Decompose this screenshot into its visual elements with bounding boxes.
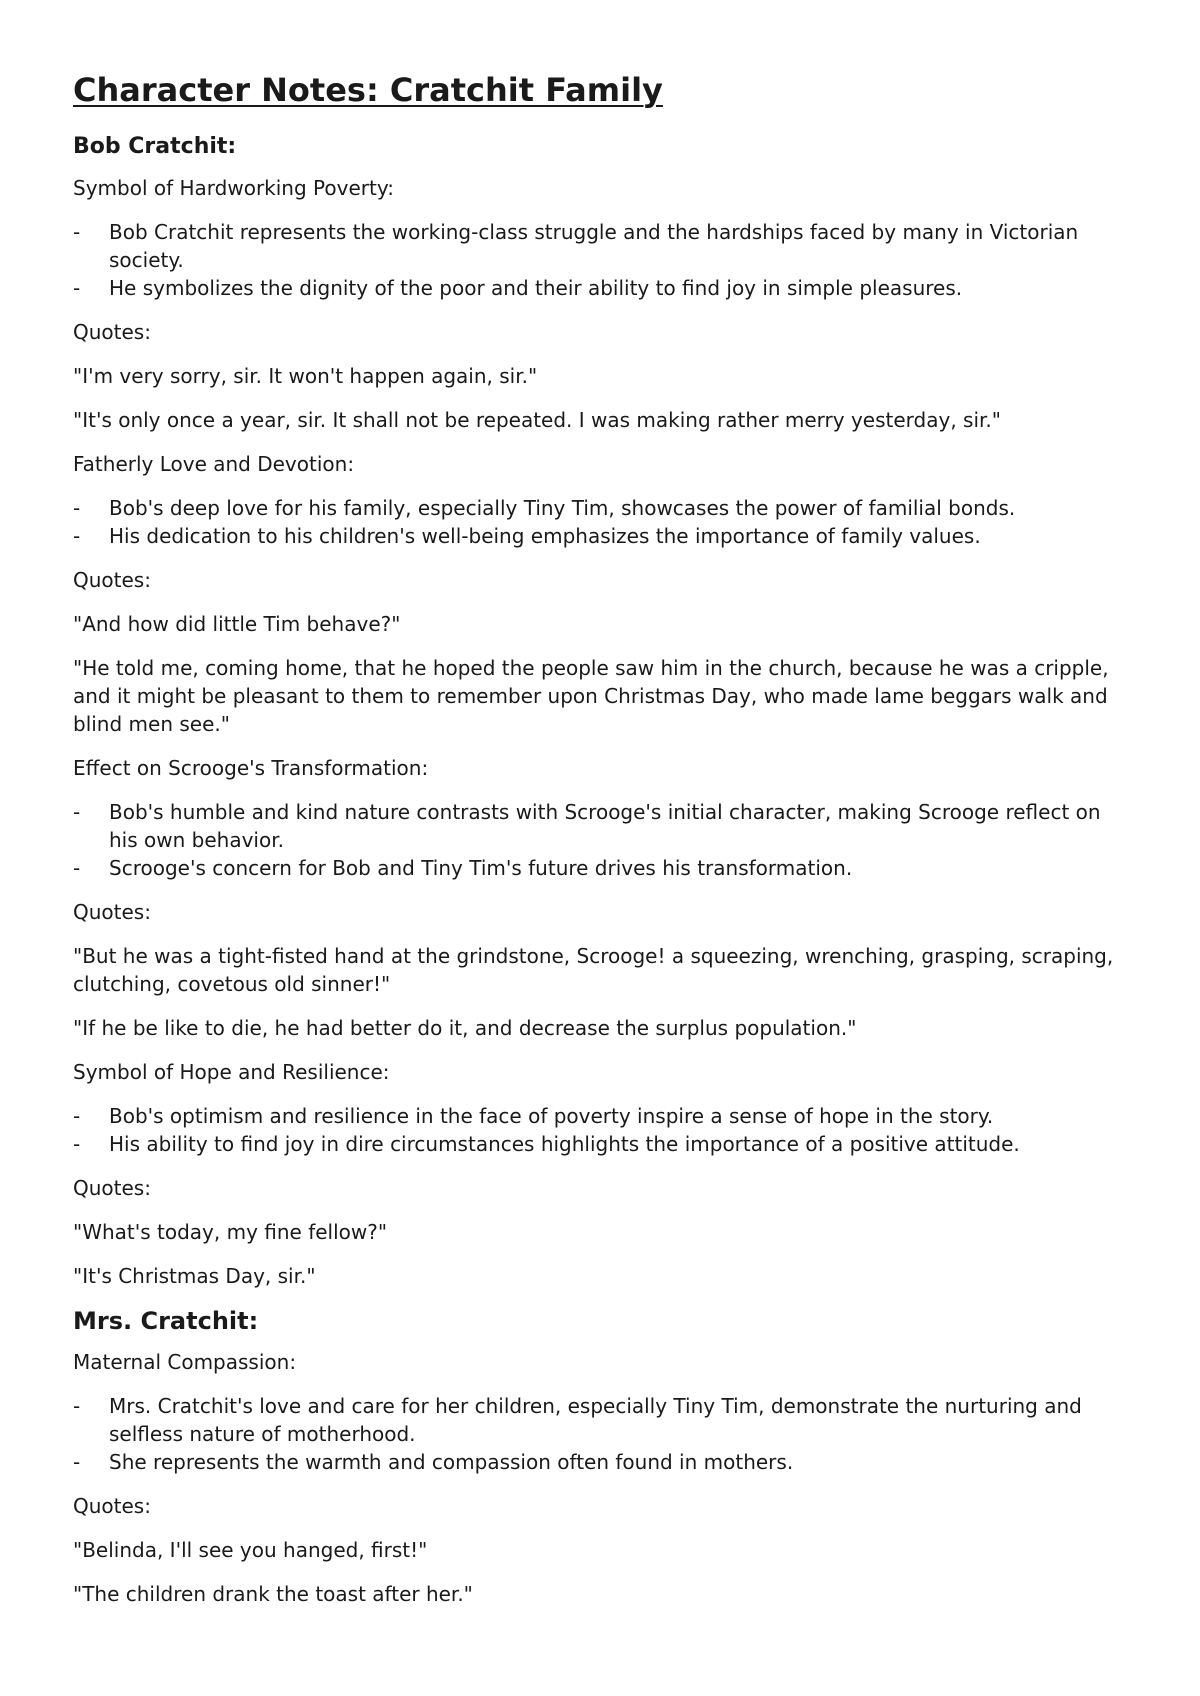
list-item (73, 1448, 1132, 1476)
quote: "It's only once a year, sir. It shall not be repeated. I was making rather merry yesterday, sir." (73, 408, 1001, 432)
bullet-text: Bob's optimism and resilience in the face of poverty inspire a sense of hope in the story. (109, 1104, 994, 1128)
bullet-dash: - (73, 1132, 81, 1156)
quotes-label: Quotes: (73, 320, 151, 344)
quotes-label: Quotes: (73, 1176, 151, 1200)
bullet-text: His ability to find joy in dire circumstances highlights the importance of a positive attitude. (109, 1132, 1020, 1156)
bullet-list (73, 798, 1132, 882)
bullet-text: His dedication to his children's well-being emphasizes the importance of family values. (109, 524, 981, 548)
quote: "But he was a tight-fisted hand at the grindstone, Scrooge! a squeezing, wrenching, grasping, scraping, clutching, covetous old sinner!" (73, 944, 1114, 996)
quote: "The children drank the toast after her." (73, 1582, 473, 1606)
section-bob-cratchit (73, 132, 1132, 1290)
list-item (73, 522, 1132, 550)
bullet-text: Scrooge's concern for Bob and Tiny Tim's future drives his transformation. (109, 856, 853, 880)
quote: "He told me, coming home, that he hoped the people saw him in the church, because he was a cripple, and it might be pleasant to them to remember upon Christmas Day, who made lame beggars walk and blind men see." (73, 656, 1109, 736)
section-mrs-cratchit (73, 1306, 1132, 1608)
bullet-text: She represents the warmth and compassion often found in mothers. (109, 1450, 794, 1474)
list-item (73, 1130, 1132, 1158)
theme-title: Symbol of Hope and Resilience: (73, 1060, 390, 1084)
list-item (73, 274, 1132, 302)
list-item (73, 218, 1132, 274)
bullet-dash: - (73, 1394, 81, 1418)
quote: "I'm very sorry, sir. It won't happen again, sir." (73, 364, 538, 388)
quotes-label: Quotes: (73, 1494, 151, 1518)
bullet-text: Mrs. Cratchit's love and care for her children, especially Tiny Tim, demonstrate the nurturing and selfless nature of motherhood. (109, 1394, 1082, 1446)
list-item (73, 494, 1132, 522)
character-heading: Bob Cratchit: (73, 134, 237, 159)
theme-list (73, 174, 1132, 1290)
bullet-list (73, 494, 1132, 550)
bullet-list (73, 1392, 1132, 1476)
list-item (73, 854, 1132, 882)
bullet-dash: - (73, 800, 81, 824)
quote: "What's today, my fine fellow?" (73, 1220, 388, 1244)
quote: "And how did little Tim behave?" (73, 612, 401, 636)
character-heading: Mrs. Cratchit: (73, 1307, 259, 1335)
bullet-dash: - (73, 276, 81, 300)
bullet-text: Bob's humble and kind nature contrasts with Scrooge's initial character, making Scrooge reflect on his own behavior. (109, 800, 1101, 852)
theme-title: Symbol of Hardworking Poverty: (73, 176, 394, 200)
theme-title: Effect on Scrooge's Transformation: (73, 756, 429, 780)
bullet-text: He symbolizes the dignity of the poor and their ability to find joy in simple pleasures. (109, 276, 963, 300)
bullet-list (73, 218, 1132, 302)
bullet-dash: - (73, 1104, 81, 1128)
bullet-text: Bob's deep love for his family, especially Tiny Tim, showcases the power of familial bonds. (109, 496, 1016, 520)
bullet-dash: - (73, 220, 81, 244)
quotes-label: Quotes: (73, 900, 151, 924)
list-item (73, 1392, 1132, 1448)
quote: "Belinda, I'll see you hanged, first!" (73, 1538, 428, 1562)
quote: "It's Christmas Day, sir." (73, 1264, 316, 1288)
list-item (73, 1102, 1132, 1130)
bullet-dash: - (73, 496, 81, 520)
bullet-list (73, 1102, 1132, 1158)
bullet-text: Bob Cratchit represents the working-class struggle and the hardships faced by many in Victorian society. (109, 220, 1079, 272)
theme-title: Maternal Compassion: (73, 1350, 297, 1374)
theme-list (73, 1348, 1132, 1608)
quotes-label: Quotes: (73, 568, 151, 592)
list-item (73, 798, 1132, 854)
bullet-dash: - (73, 1450, 81, 1474)
page-title: Character Notes: Cratchit Family (73, 71, 663, 109)
bullet-dash: - (73, 856, 81, 880)
bullet-dash: - (73, 524, 81, 548)
theme-title: Fatherly Love and Devotion: (73, 452, 355, 476)
quote: "If he be like to die, he had better do it, and decrease the surplus population." (73, 1016, 857, 1040)
